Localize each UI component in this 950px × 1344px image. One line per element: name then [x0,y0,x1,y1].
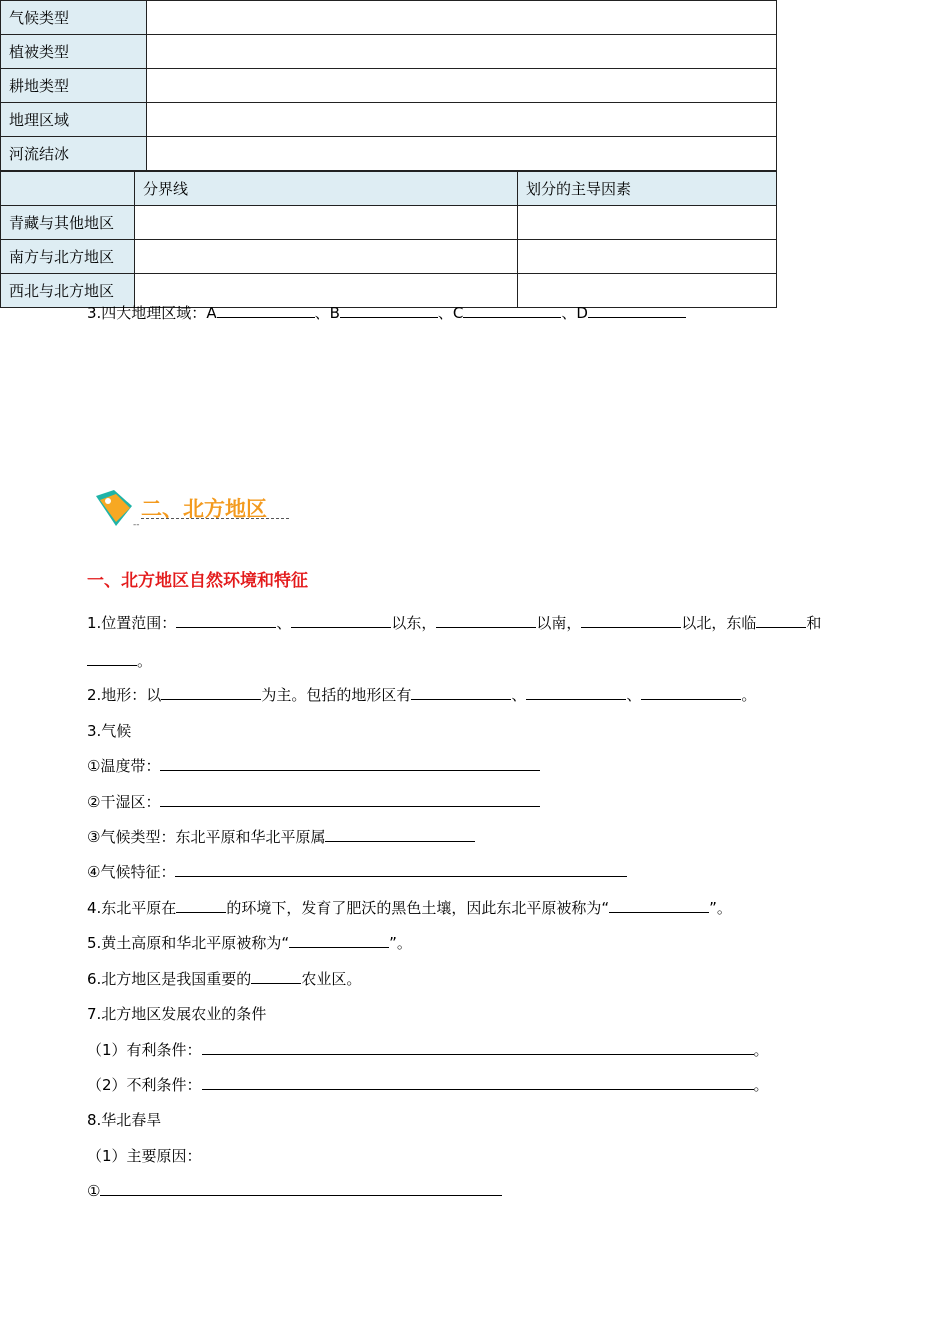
q3-4-line: ④气候特征： [87,861,627,882]
q7-2-line: （2）不利条件： 。 [87,1076,769,1094]
q3-line: 3.气候 [87,722,132,740]
answer-cell[interactable] [135,206,518,240]
header-factor: 划分的主导因素 [518,172,777,206]
table-row [1,35,777,69]
row-label: 地理区域 [1,103,147,137]
blank-d[interactable] [588,302,686,318]
blank[interactable] [291,612,391,628]
blank[interactable] [289,932,389,948]
boundary-table [0,171,777,308]
row-label: 河流结冰 [1,137,147,171]
table-row [1,137,777,171]
q7-1-line: （1）有利条件： 。 [87,1041,769,1059]
blank[interactable] [436,612,536,628]
section-underline [141,518,289,519]
climate-table [0,0,777,171]
q8-1-line: （1）主要原因： [87,1147,202,1165]
table-row [1,240,777,274]
row-label: 植被类型 [1,35,147,69]
table-row [1,103,777,137]
row-label: 青藏与其他地区 [1,206,135,240]
blank[interactable] [175,861,627,877]
blank[interactable] [411,684,511,700]
blank[interactable] [160,791,540,807]
blank[interactable] [526,684,626,700]
blank[interactable] [161,684,261,700]
answer-cell[interactable] [518,240,777,274]
blank-c[interactable] [463,302,561,318]
tag-icon [90,486,136,530]
q5-line: 5.黄土高原和华北平原被称为“ ”。 [87,934,412,952]
row-label: 耕地类型 [1,69,147,103]
q1-line-2: 。 [87,650,152,671]
blank[interactable] [202,1039,754,1055]
header-boundary: 分界线 [135,172,518,206]
q8-2-line: ① [87,1180,502,1200]
answer-cell[interactable] [147,137,777,171]
table-row [1,1,777,35]
row-label: 西北与北方地区 [1,274,135,308]
blank[interactable] [202,1074,754,1090]
blank[interactable] [100,1180,502,1196]
table-header-row [1,172,777,206]
blank[interactable] [176,897,226,913]
q3-2-line: ②干湿区： [87,791,540,812]
blank-a[interactable] [217,302,315,318]
q1-line: 1.位置范围： 、 以东， 以南， 以北，东临 和 [87,614,822,632]
table-row [1,69,777,103]
q6-line: 6.北方地区是我国重要的 农业区。 [87,970,362,988]
row-label: 气候类型 [1,1,147,35]
answer-cell[interactable] [147,1,777,35]
blank[interactable] [160,755,540,771]
q3-1-line: ①温度带： [87,755,540,776]
subheading: 一、北方地区自然环境和特征 [87,571,308,591]
answer-cell[interactable] [147,35,777,69]
answer-cell[interactable] [518,206,777,240]
blank[interactable] [251,968,301,984]
blank-b[interactable] [340,302,438,318]
section-title: 二、北方地区 [141,497,267,521]
blank[interactable] [176,612,276,628]
answer-cell[interactable] [135,240,518,274]
blank[interactable] [581,612,681,628]
q3-3-line: ③气候类型：东北平原和华北平原属 [87,826,475,847]
blank[interactable] [641,684,741,700]
q8-line: 8.华北春旱 [87,1111,162,1129]
answer-cell[interactable] [147,69,777,103]
section-mark: -- [133,520,140,530]
q7-line: 7.北方地区发展农业的条件 [87,1005,267,1023]
blank[interactable] [756,612,806,628]
answer-cell[interactable] [147,103,777,137]
blank[interactable] [325,826,475,842]
q3-regions-line: 3.四大地理区域：A 、B 、C 、D [87,302,686,323]
row-label: 南方与北方地区 [1,240,135,274]
q2-line: 2.地形：以 为主。包括的地形区有 、 、 。 [87,686,757,704]
q4-line: 4.东北平原在 的环境下，发育了肥沃的黑色土壤，因此东北平原被称为“ ”。 [87,899,732,917]
table-row [1,206,777,240]
blank[interactable] [87,650,137,666]
blank[interactable] [609,897,709,913]
